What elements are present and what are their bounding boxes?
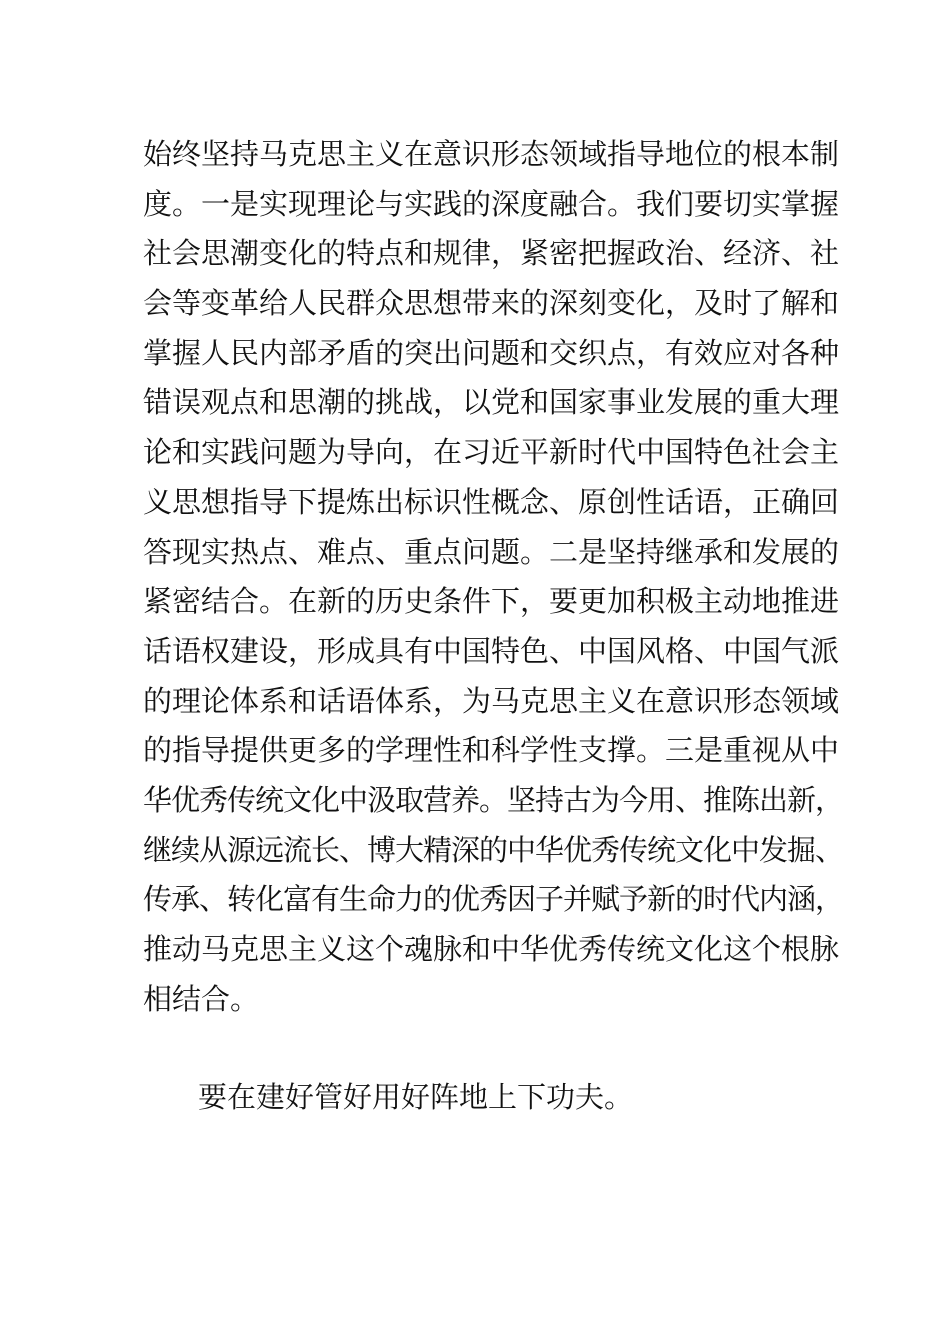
- paragraph-line: 社会思潮变化的特点和规律，紧密把握政治、经济、社: [143, 236, 840, 271]
- paragraph-line: 答现实热点、难点、重点问题。二是坚持继承和发展的: [143, 534, 840, 569]
- paragraph-line: 继续从源远流长、博大精深的中华优秀传统文化中发掘、: [143, 832, 844, 867]
- paragraph-line: 论和实践问题为导向，在习近平新时代中国特色社会主: [143, 435, 840, 470]
- paragraph-line: 推动马克思主义这个魂脉和中华优秀传统文化这个根脉: [143, 932, 840, 966]
- paragraph-line: 掌握人民内部矛盾的突出问题和交织点，有效应对各种: [143, 335, 840, 370]
- paragraph-line: 相结合。: [143, 981, 260, 1016]
- body-paragraph: [143, 130, 844, 1024]
- paragraph-line: 的理论体系和话语体系，为马克思主义在意识形态领域: [143, 683, 840, 718]
- section-heading: 要在建好管好用好阵地上下功夫。: [198, 1080, 634, 1114]
- paragraph-line: 义思想指导下提炼出标识性概念、原创性话语，正确回: [143, 484, 840, 519]
- paragraph-line: 华优秀传统文化中汲取营养。坚持古为今用、推陈出新，: [143, 782, 844, 817]
- paragraph-line: 的指导提供更多的学理性和科学性支撑。三是重视从中: [143, 733, 840, 768]
- paragraph-line: 紧密结合。在新的历史条件下，要更加积极主动地推进: [143, 584, 840, 619]
- paragraph-line: 度。一是实现理论与实践的深度融合。我们要切实掌握: [143, 186, 840, 221]
- paragraph-line: 传承、转化富有生命力的优秀因子并赋予新的时代内涵，: [143, 882, 844, 917]
- paragraph-line: 话语权建设，形成具有中国特色、中国风格、中国气派: [143, 633, 840, 668]
- paragraph-line: 会等变革给人民群众思想带来的深刻变化，及时了解和: [143, 286, 840, 321]
- paragraph-line: 始终坚持马克思主义在意识形态领域指导地位的根本制: [143, 137, 840, 171]
- paragraph-line: 错误观点和思潮的挑战，以党和国家事业发展的重大理: [143, 385, 840, 420]
